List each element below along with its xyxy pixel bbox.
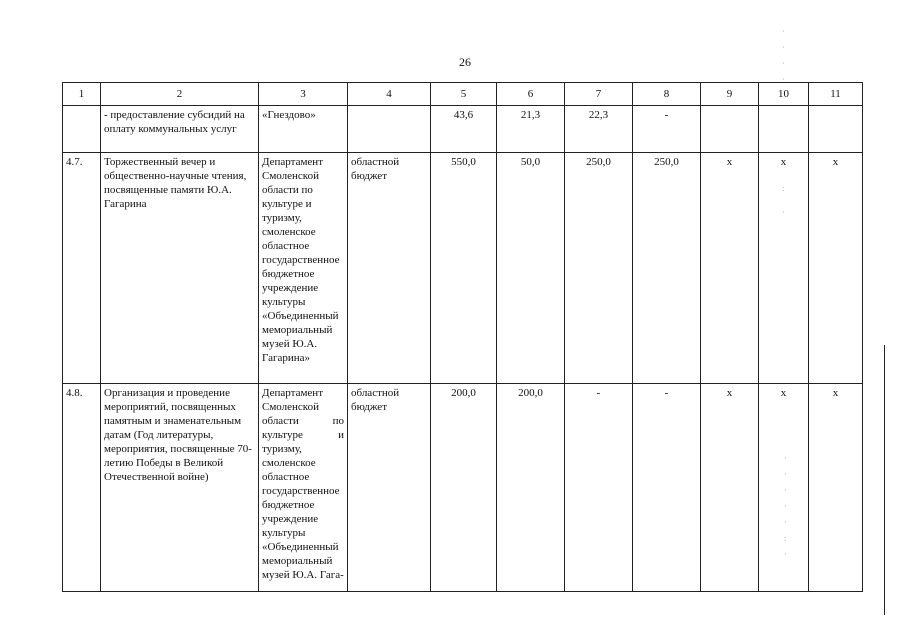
table-row <box>63 384 863 592</box>
row-value-9 <box>701 106 759 153</box>
row-value-5: 550,0 <box>431 153 497 384</box>
row-code: 4.7. <box>63 153 101 384</box>
row-name: Организация и проведение мероприятий, посвященных памятным и знаменательным датам (Год литературы, мероприятия, посвященные 70-летию Победы в Великой Отечественной войне) <box>101 384 259 592</box>
column-header: 2 <box>101 83 259 106</box>
column-header: 1 <box>63 83 101 106</box>
column-header: 8 <box>633 83 701 106</box>
row-value-8: 250,0 <box>633 153 701 384</box>
header-row <box>63 83 863 106</box>
row-value-10: x <box>759 153 809 384</box>
table-row <box>63 153 863 384</box>
column-header: 10 <box>759 83 809 106</box>
row-executor: «Гнездово» <box>259 106 348 153</box>
page-number: 26 <box>459 55 471 69</box>
scan-dots: · · · · <box>782 27 785 84</box>
row-value-8: - <box>633 106 701 153</box>
row-value-8: - <box>633 384 701 592</box>
table-row <box>63 106 863 153</box>
column-header: 6 <box>497 83 565 106</box>
row-value-11: x <box>809 384 863 592</box>
row-name: Торжественный вечер и общественно-научные чтения, посвященные памяти Ю.А. Гагарина <box>101 153 259 384</box>
column-header: 3 <box>259 83 348 106</box>
row-value-10: x <box>759 384 809 592</box>
row-value-7: 250,0 <box>565 153 633 384</box>
row-source <box>348 106 431 153</box>
column-header: 5 <box>431 83 497 106</box>
row-source: областной бюджет <box>348 384 431 592</box>
row-value-6: 50,0 <box>497 153 565 384</box>
row-code: 4.8. <box>63 384 101 592</box>
column-header: 9 <box>701 83 759 106</box>
scan-dots: · · · · · : · <box>784 454 787 559</box>
column-header: 7 <box>565 83 633 106</box>
row-name: - предоставление субсидий на оплату коммунальных услуг <box>101 106 259 153</box>
row-value-5: 200,0 <box>431 384 497 592</box>
row-value-7: 22,3 <box>565 106 633 153</box>
row-value-11: x <box>809 153 863 384</box>
scan-edge-line <box>884 345 885 615</box>
row-value-10 <box>759 106 809 153</box>
row-executor: Департамент Смоленской области по культуре и туризму, смоленское областное государственное бюджетное учреждение культуры «Объединенный мемориальный музей Ю.А. Гага- <box>259 384 348 592</box>
row-value-5: 43,6 <box>431 106 497 153</box>
row-value-11 <box>809 106 863 153</box>
scan-dots: : · <box>782 184 785 217</box>
row-source: областной бюджет <box>348 153 431 384</box>
row-value-6: 21,3 <box>497 106 565 153</box>
row-value-9: x <box>701 153 759 384</box>
column-header: 4 <box>348 83 431 106</box>
row-value-6: 200,0 <box>497 384 565 592</box>
program-table <box>62 82 863 592</box>
row-value-7: - <box>565 384 633 592</box>
row-code <box>63 106 101 153</box>
row-value-9: x <box>701 384 759 592</box>
row-executor: Департамент Смоленской области по культуре и туризму, смоленское областное государственное бюджетное учреждение культуры «Объединенный мемориальный музей Ю.А. Гагарина» <box>259 153 348 384</box>
column-header: 11 <box>809 83 863 106</box>
